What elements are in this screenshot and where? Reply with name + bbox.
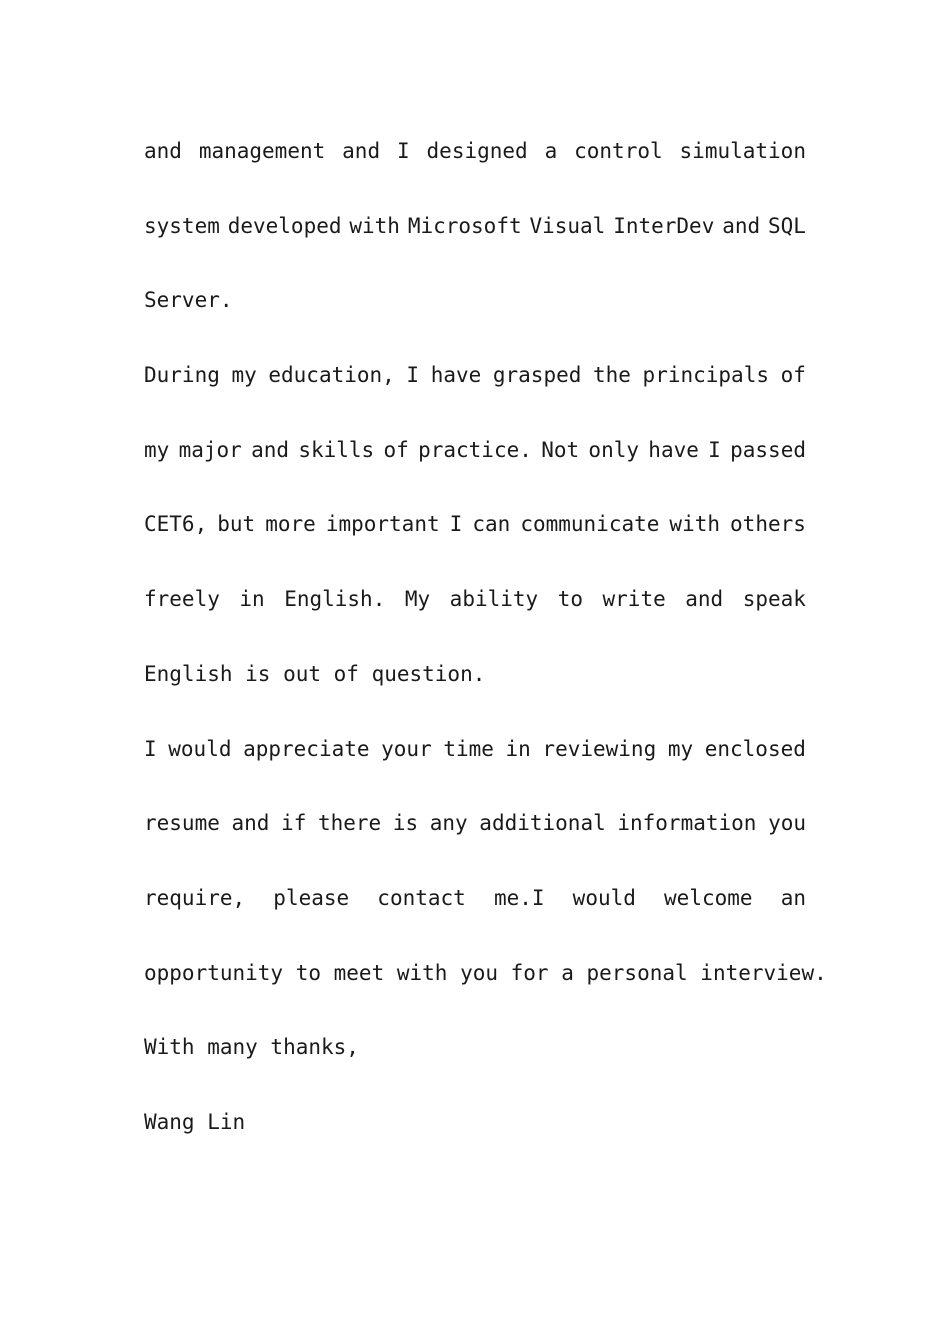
word: you — [768, 811, 806, 836]
word: others — [730, 512, 806, 537]
word: appreciate — [243, 736, 370, 761]
word: Visual — [529, 213, 606, 238]
word: and — [251, 437, 290, 462]
word: my — [667, 736, 694, 761]
word: I — [708, 437, 721, 462]
word: principals — [642, 363, 769, 388]
word: a — [544, 139, 558, 163]
word: education, — [268, 363, 395, 388]
word: I — [396, 139, 410, 163]
text-line — [144, 189, 806, 264]
word: write — [602, 587, 666, 612]
word: I — [449, 512, 463, 537]
word: please — [273, 885, 350, 910]
word: freely — [144, 587, 220, 612]
word: Not — [541, 437, 580, 462]
word: additional — [479, 811, 606, 836]
word: designed — [426, 139, 528, 163]
word: important — [325, 512, 440, 537]
word: any — [429, 811, 468, 836]
word: can — [472, 512, 511, 537]
text-line — [144, 487, 806, 562]
text-line — [144, 786, 806, 861]
text-line — [144, 712, 806, 787]
word: I — [406, 363, 420, 388]
word: management — [198, 139, 326, 163]
word: of — [780, 363, 806, 388]
word: with — [669, 512, 720, 537]
word: an — [780, 885, 806, 910]
word: major — [178, 437, 242, 462]
word: simulation — [679, 139, 806, 163]
word: and — [342, 139, 381, 163]
word: my — [144, 437, 170, 462]
word: have — [430, 363, 482, 388]
word: and — [231, 811, 270, 836]
text-line — [144, 338, 806, 413]
text-line — [144, 413, 806, 488]
word: require, — [144, 885, 246, 910]
word: of — [383, 437, 409, 462]
word: more — [265, 512, 316, 537]
closing-line: With many thanks, — [144, 1035, 359, 1060]
word: CET6, — [144, 512, 208, 537]
word: have — [648, 437, 699, 462]
text-line: opportunity to meet with you for a personal interview. — [144, 960, 827, 985]
text-line: Server. — [144, 288, 233, 313]
word: During — [144, 363, 220, 388]
word: speak — [742, 587, 806, 612]
word: skills — [298, 437, 375, 462]
word: developed — [227, 213, 342, 238]
word: would — [168, 736, 232, 761]
word: enclosed — [704, 736, 806, 761]
word: practice. — [418, 437, 532, 462]
word: welcome — [664, 885, 753, 910]
word: if — [281, 811, 307, 836]
signature-name: Wang Lin — [144, 1109, 246, 1134]
word: English. — [284, 587, 386, 612]
word: is — [392, 811, 419, 836]
word: with — [349, 213, 400, 238]
word: your — [381, 736, 432, 761]
word: information — [617, 811, 757, 836]
word: system — [144, 213, 220, 238]
word: but — [217, 512, 256, 537]
word: only — [588, 437, 639, 462]
word: ability — [449, 587, 539, 612]
word: Microsoft — [407, 213, 522, 238]
word: would — [572, 885, 636, 910]
word: communicate — [520, 512, 660, 537]
word: in — [239, 587, 265, 612]
letter-body — [144, 114, 827, 1160]
word: SQL — [768, 213, 806, 238]
word: my — [231, 363, 257, 388]
word: and — [144, 139, 182, 163]
word: grasped — [492, 363, 582, 388]
word: My — [404, 587, 431, 612]
text-line: English is out of question. — [144, 661, 486, 686]
word: resume — [144, 811, 220, 836]
text-line — [144, 114, 806, 189]
text-line — [144, 861, 806, 936]
text-line — [144, 562, 806, 637]
word: there — [317, 811, 382, 836]
word: and — [722, 213, 761, 238]
word: reviewing — [542, 736, 657, 761]
word: I — [144, 736, 157, 761]
word: to — [557, 587, 583, 612]
word: time — [443, 736, 494, 761]
word: the — [593, 363, 631, 388]
word: me.I — [493, 885, 545, 910]
word: passed — [730, 437, 806, 462]
word: control — [574, 139, 663, 163]
word: in — [505, 736, 531, 761]
word: and — [685, 587, 724, 612]
word: InterDev — [613, 213, 715, 238]
word: contact — [377, 885, 466, 910]
